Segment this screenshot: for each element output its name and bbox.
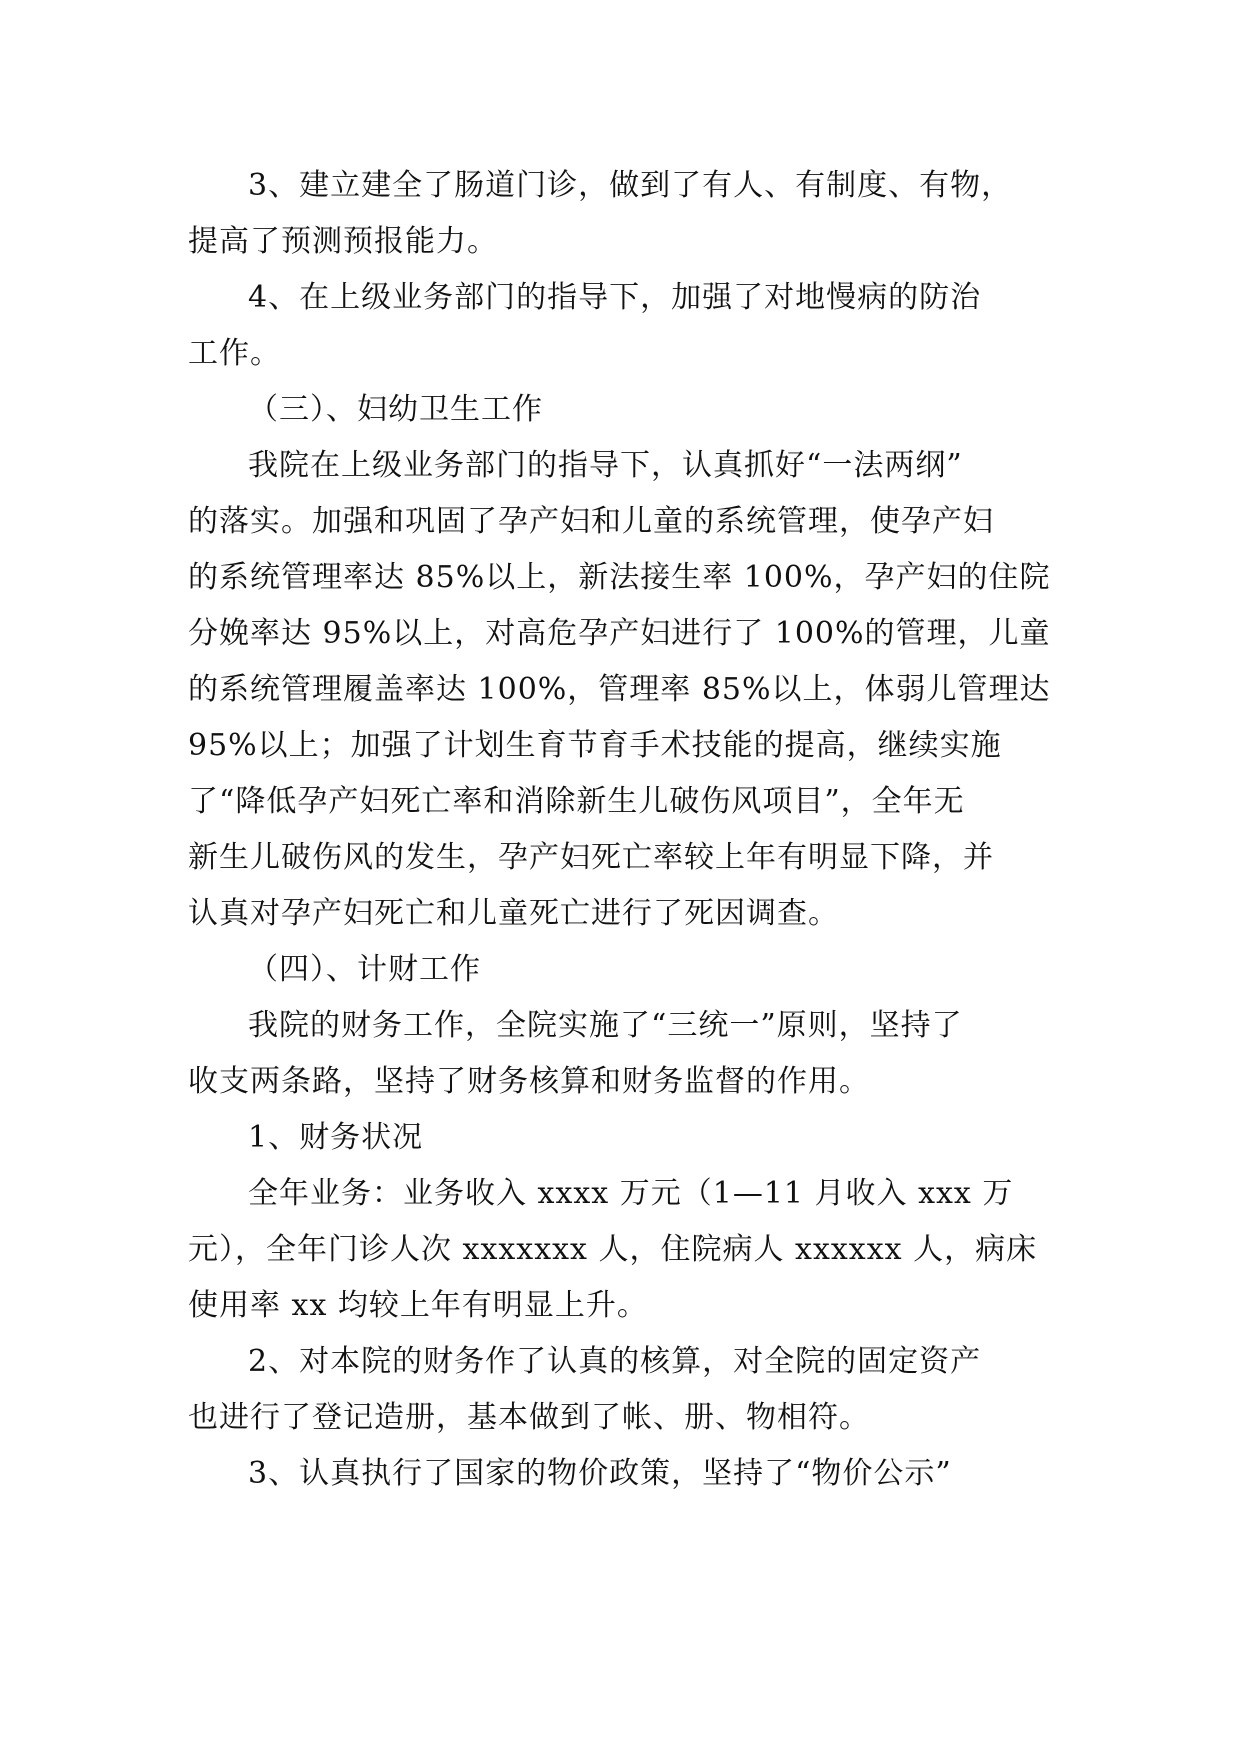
paragraph-line-22: 2、对本院的财务作了认真的核算，对全院的固定资产 [248,1344,982,1379]
paragraph-line-16: 我院的财务工作，全院实施了“三统一”原则，坚持了 [248,1008,963,1043]
paragraph-line-8: 的系统管理率达 85%以上，新法接生率 100%，孕产妇的住院 [188,560,1051,595]
paragraph-line-13: 新生儿破伤风的发生，孕产妇死亡率较上年有明显下降，并 [188,840,994,875]
paragraph-line-4: 工作。 [188,336,281,371]
paragraph-line-17: 收支两条路，坚持了财务核算和财务监督的作用。 [188,1064,870,1099]
subheading-financial-status: 1、财务状况 [248,1120,424,1155]
paragraph-line-6: 我院在上级业务部门的指导下，认真抓好“一法两纲” [248,448,963,483]
paragraph-line-19: 全年业务：业务收入 xxxx 万元（1—11 月收入 xxx 万 [248,1176,1014,1211]
paragraph-line-9: 分娩率达 95%以上，对高危孕产妇进行了 100%的管理，儿童 [188,616,1051,651]
paragraph-line-1: 3、建立建全了肠道门诊，做到了有人、有制度、有物， [248,168,1013,203]
section-heading-finance: （四）、计财工作 [248,952,481,987]
paragraph-line-12: 了“降低孕产妇死亡率和消除新生儿破伤风项目”，全年无 [188,784,965,819]
section-heading-maternal-child-health: （三）、妇幼卫生工作 [248,392,543,427]
paragraph-line-21: 使用率 xx 均较上年有明显上升。 [188,1288,648,1323]
paragraph-line-7: 的落实。加强和巩固了孕产妇和儿童的系统管理，使孕产妇 [188,504,994,539]
paragraph-line-11: 95%以上；加强了计划生育节育手术技能的提高，继续实施 [188,728,1002,763]
paragraph-line-2: 提高了预测预报能力。 [188,224,498,259]
paragraph-line-3: 4、在上级业务部门的指导下，加强了对地慢病的防治 [248,280,982,315]
paragraph-line-14: 认真对孕产妇死亡和儿童死亡进行了死因调查。 [188,896,839,931]
paragraph-line-23: 也进行了登记造册，基本做到了帐、册、物相符。 [188,1400,870,1435]
paragraph-line-10: 的系统管理履盖率达 100%，管理率 85%以上，体弱儿管理达 [188,672,1051,707]
paragraph-line-24: 3、认真执行了国家的物价政策，坚持了“物价公示” [248,1456,952,1491]
paragraph-line-20: 元），全年门诊人次 xxxxxxx 人，住院病人 xxxxxx 人，病床 [188,1232,1038,1267]
